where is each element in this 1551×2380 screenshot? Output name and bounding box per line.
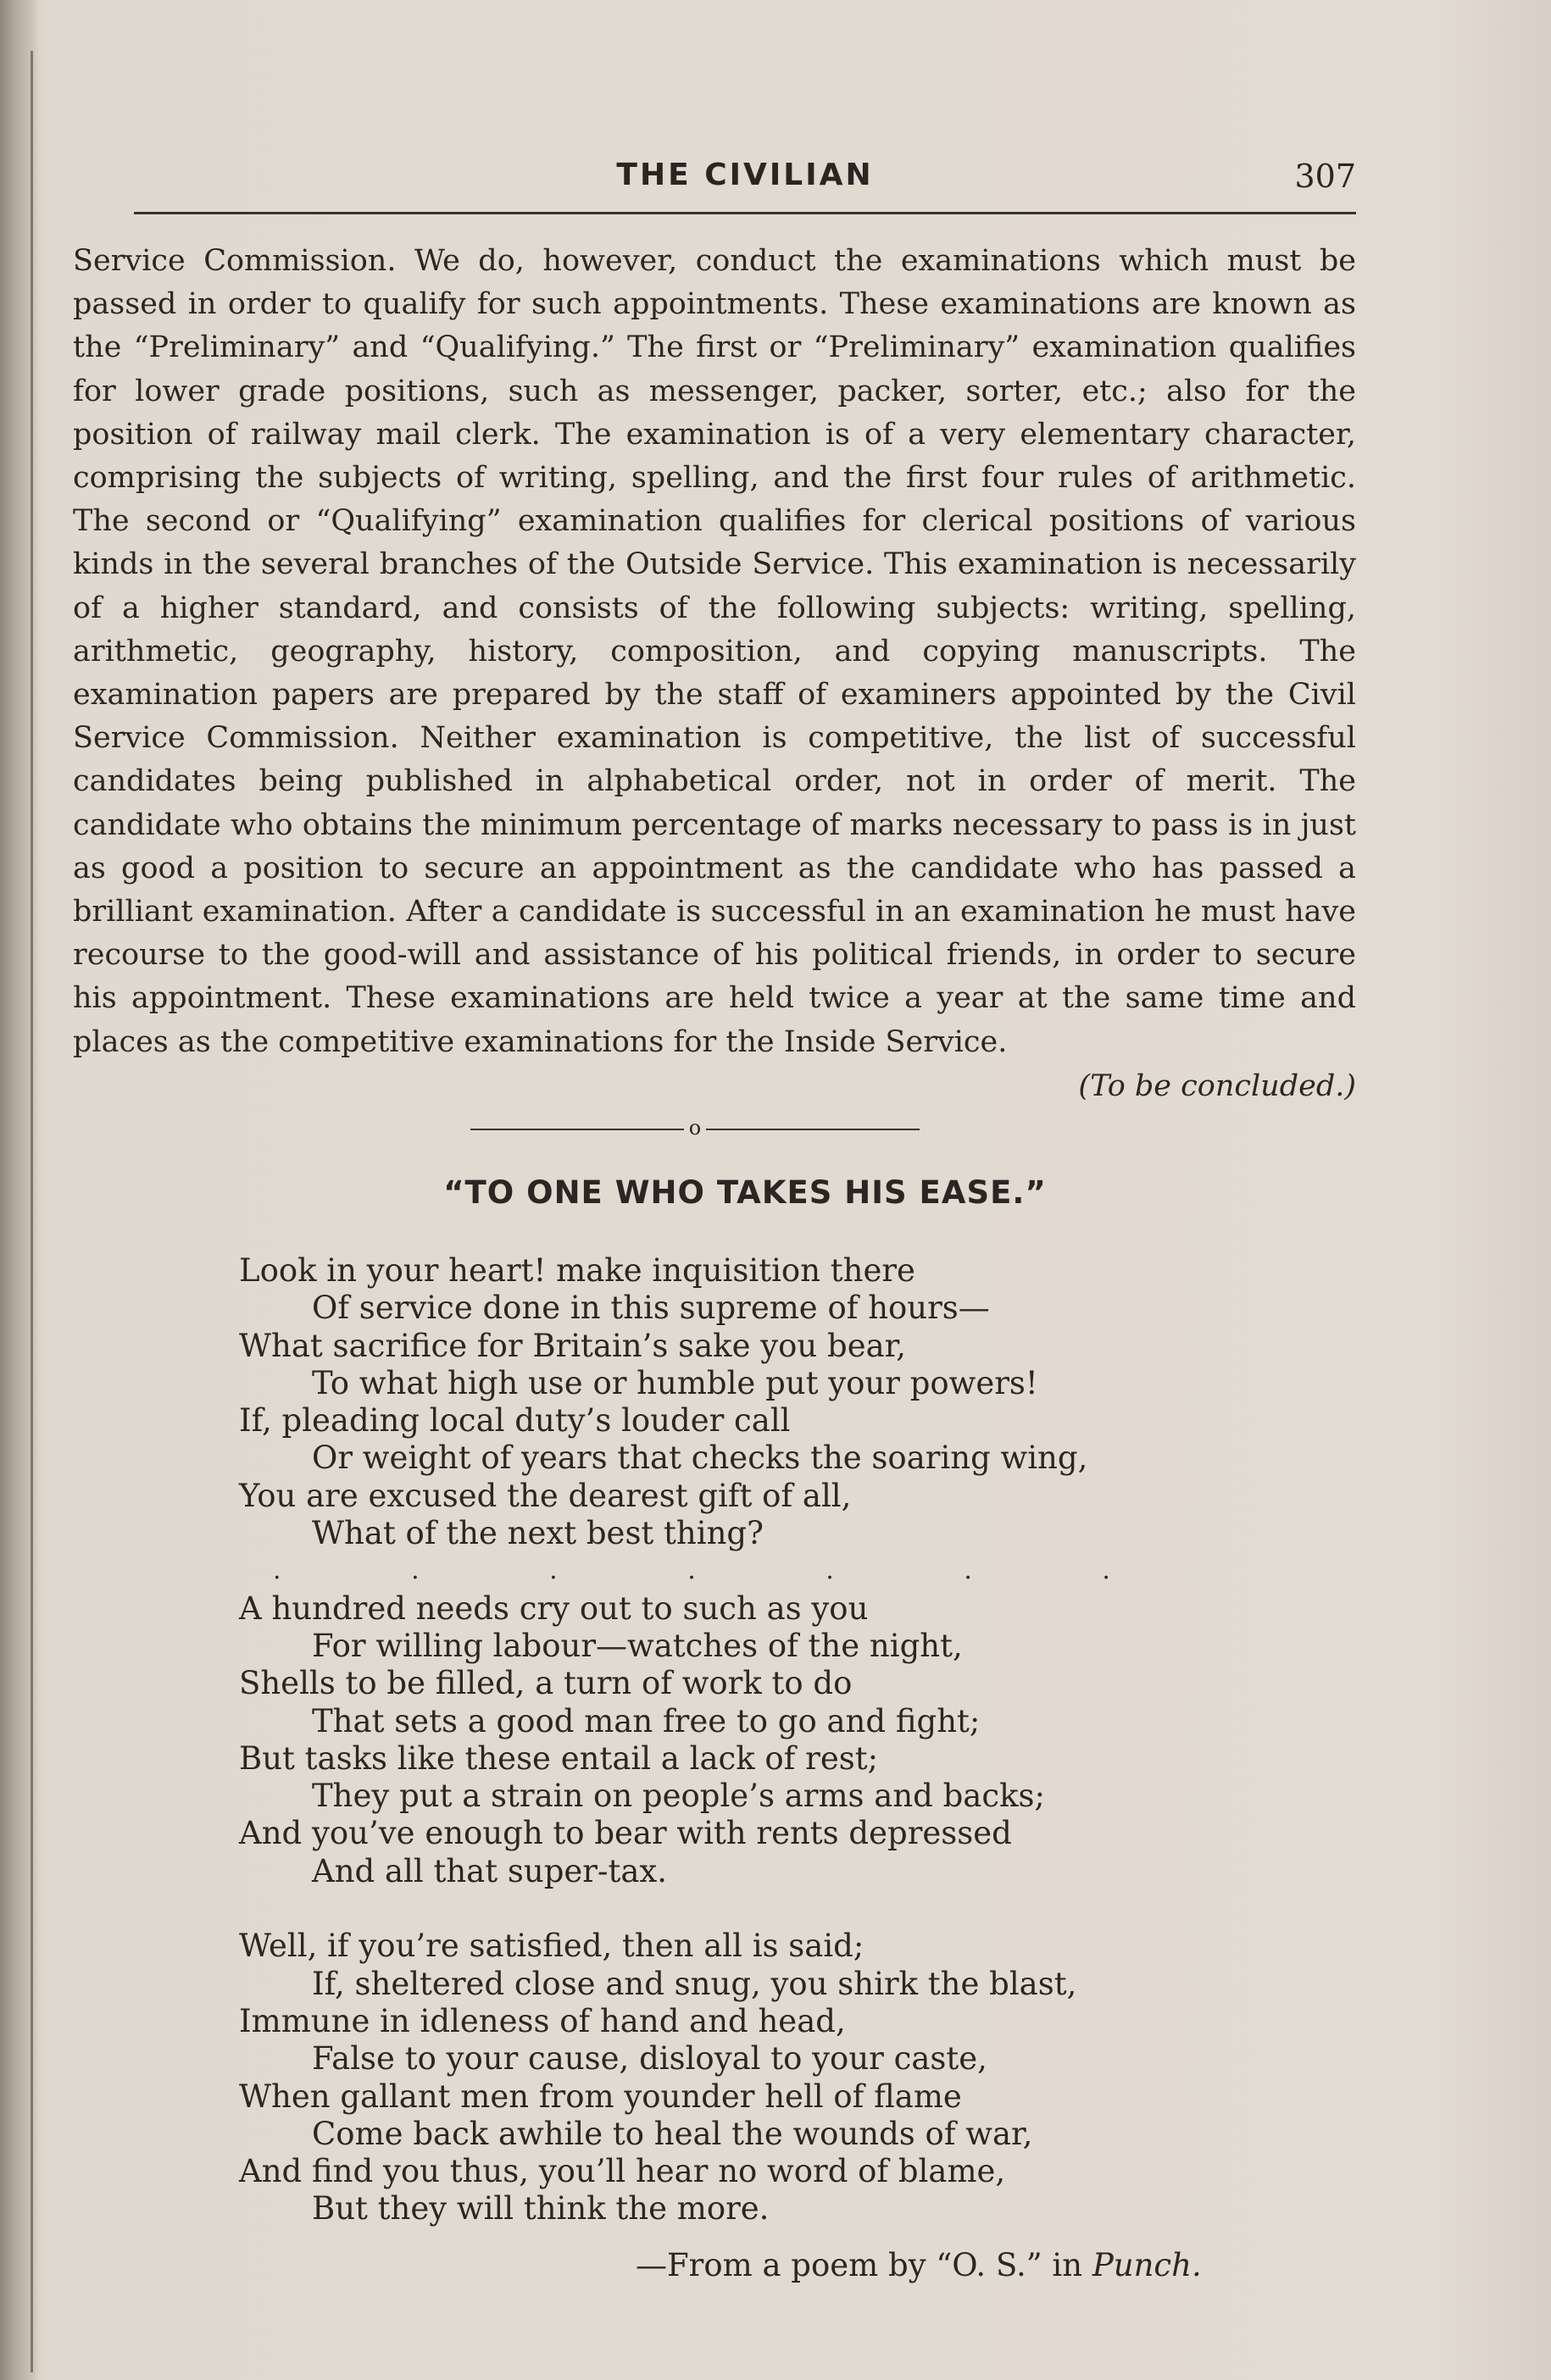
attribution-source: Punch. bbox=[1092, 2247, 1202, 2283]
poem-line: And find you thus, you’ll hear no word of blame, bbox=[239, 2153, 1006, 2190]
poem-line: False to your cause, disloyal to your caste, bbox=[312, 2040, 987, 2078]
poem-title: “TO ONE WHO TAKES HIS EASE.” bbox=[443, 1174, 1047, 1211]
poem-stanza-3 bbox=[239, 1928, 1341, 2227]
poem-line: Look in your heart! make inquisition there bbox=[239, 1252, 915, 1289]
poem-line: If, pleading local duty’s louder call bbox=[239, 1402, 791, 1440]
poem-line: What of the next best thing? bbox=[312, 1515, 764, 1552]
poem-line: And all that super-tax. bbox=[312, 1852, 668, 1889]
publication-title: THE CIVILIAN bbox=[616, 158, 874, 192]
poem-line: What sacrifice for Britain’s sake you bear, bbox=[239, 1327, 907, 1364]
article-body-text: Service Commission. We do, however, conduct the examinations which must be passed in order to qualify for such appointments. These examinations are known as the “Preliminary” and “Qualifying.” The first or “Preliminary” examination qualifies for lower grade positions, such as messenger, packer, sorter, etc.; also for the position of railway mail clerk. The examination is of a very elementary character, comprising the subjects of writing, spelling, and the first four rules of arithmetic. The second or “Qualifying” examination qualifies for clerical positions of various kinds in the several branches of the Outside Service. This examination is necessarily of a higher standard, and consists of the following subjects: writing, spelling, arithmetic, geography, history, composition, and copying manuscripts. The examination papers are prepared by the staff of examiners appointed by the Civil Service Commission. Neither examination is competitive, the list of successful candidates being published in alphabetical order, not in order of merit. The candidate who obtains the minimum percentage of marks necessary to pass is in just as good a position to secure an appointment as the candidate who has passed a brilliant examination. After a candidate is successful in an examination he must have recourse to the good-will and assistance of his political friends, in order to secure his appointment. These examinations are held twice a year at the same time and places as the competitive examinations for the Inside Service. bbox=[73, 244, 1356, 1059]
poem-line: If, sheltered close and snug, you shirk the blast, bbox=[312, 1965, 1077, 2002]
binding-edge bbox=[31, 51, 33, 2372]
to-be-concluded-note: (To be concluded.) bbox=[1078, 1069, 1356, 1103]
poem-line: They put a strain on people’s arms and backs; bbox=[312, 1778, 1045, 1815]
poem-line: To what high use or humble put your powers! bbox=[312, 1364, 1038, 1401]
header-rule bbox=[134, 212, 1356, 214]
page-number: 307 bbox=[1294, 158, 1356, 195]
attribution-text: —From a poem by “O. S.” in bbox=[636, 2247, 1092, 2283]
poem-line: Shells to be filled, a turn of work to do bbox=[239, 1665, 853, 1702]
poem-stanza-2 bbox=[239, 1590, 1341, 1890]
separator-rule-right bbox=[706, 1129, 920, 1130]
poem-line: When gallant men from younder hell of flame bbox=[239, 2078, 962, 2115]
poem-line: Immune in idleness of hand and head, bbox=[239, 2002, 846, 2039]
poem-line: But they will think the more. bbox=[312, 2190, 770, 2227]
poem-line: Come back awhile to heal the wounds of war, bbox=[312, 2115, 1033, 2152]
separator-rule-left bbox=[470, 1129, 684, 1130]
poem-line: For willing labour—watches of the night, bbox=[312, 1627, 963, 1664]
separator-ornament: o bbox=[688, 1116, 702, 1140]
poem-ellipsis: . . . . . . . bbox=[273, 1556, 1171, 1586]
poem-line: And you’ve enough to bear with rents depressed bbox=[239, 1815, 1012, 1852]
poem-line: That sets a good man free to go and fight; bbox=[312, 1702, 981, 1739]
poem-line: Of service done in this supreme of hours— bbox=[312, 1290, 990, 1327]
running-header bbox=[134, 158, 1356, 202]
poem-line: Well, if you’re satisfied, then all is said; bbox=[239, 1928, 864, 1965]
stanza-gap bbox=[239, 1890, 1341, 1928]
section-separator bbox=[470, 1116, 920, 1140]
poem-line: Or weight of years that checks the soaring wing, bbox=[312, 1440, 1088, 1477]
poem-stanza-1 bbox=[239, 1252, 1341, 1552]
poem-line: You are excused the dearest gift of all, bbox=[239, 1477, 852, 1514]
poem-line: But tasks like these entail a lack of rest; bbox=[239, 1739, 879, 1777]
poem-attribution bbox=[636, 2247, 1202, 2283]
poem bbox=[239, 1252, 1341, 2228]
page-binding-shadow bbox=[0, 0, 39, 2380]
poem-line: A hundred needs cry out to such as you bbox=[239, 1589, 869, 1627]
